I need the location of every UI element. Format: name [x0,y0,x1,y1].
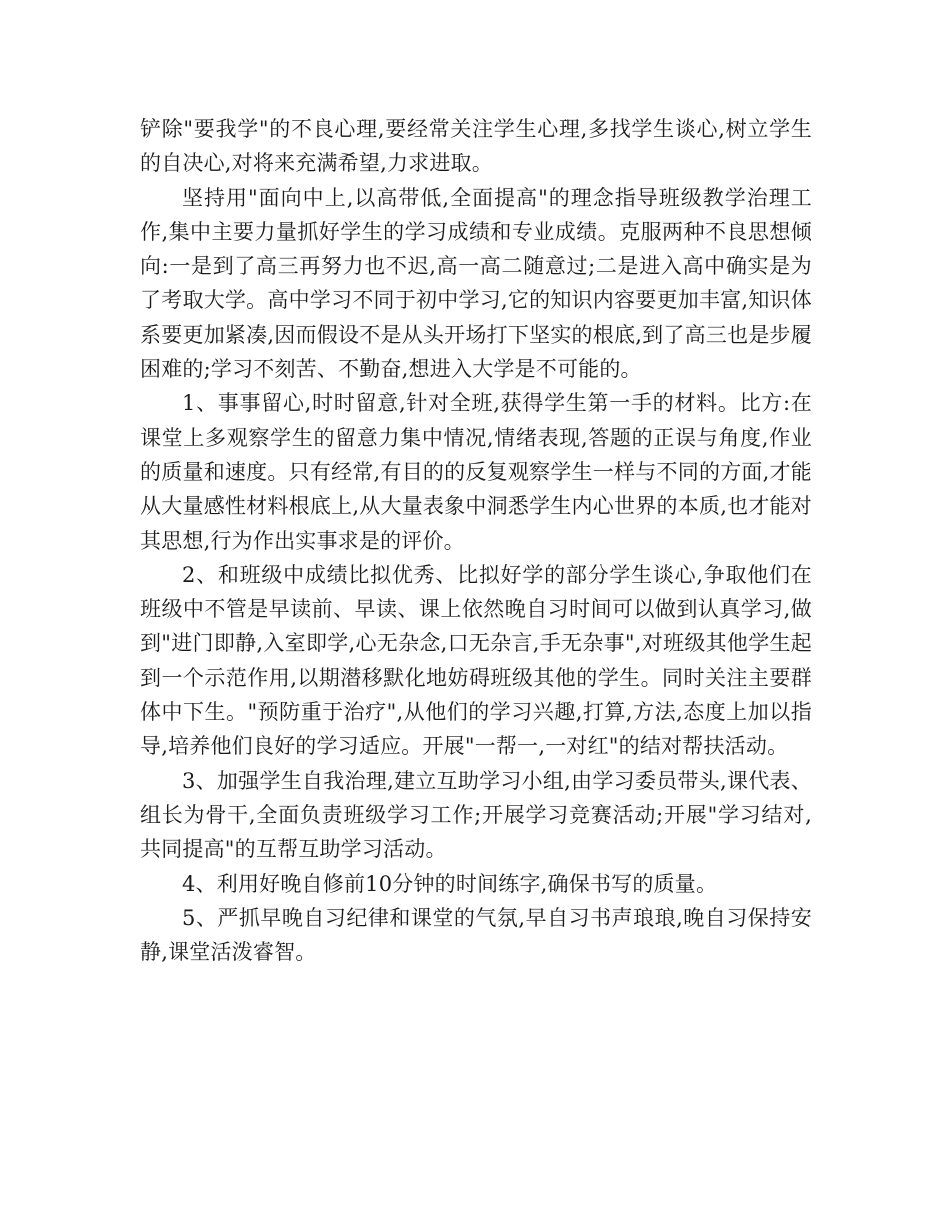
paragraph-item-5: 5、严抓早晚自习纪律和课堂的气氛,早自习书声琅琅,晚自习保持安静,课堂活泼睿智。 [140,905,812,965]
paragraph-item-1: 1、事事留心,时时留意,针对全班,获得学生第一手的材料。比方:在课堂上多观察学生的留意力集中情况,情绪表现,答题的正误与角度,作业的质量和速度。只有经常,有目的的反复观察学生一样与不同的方面,才能从大量感性材料根底上,从大量表象中洞悉学生内心世界的本质,也才能对其思想,行为作出实事求是的评价。 [140,391,812,553]
paragraph-item-4: 4、利用好晚自修前10分钟的时间练字,确保书写的质量。 [182,871,718,896]
paragraph-principle: 坚持用"面向中上,以高带低,全面提高"的理念指导班级教学治理工作,集中主要力量抓好学生的学习成绩和专业成绩。克服两种不良思想倾向:一是到了高三再努力也不迟,高一高二随意过;二是进入高中确实是为了考取大学。高中学习不同于初中学习,它的知识内容要更加丰富,知识体系要更加紧凑,因而假设不是从头开场打下坚实的根底,到了高三也是步履困难的;学习不刻苦、不勤奋,想进入大学是不可能的。 [140,185,812,382]
paragraph-continuation: 铲除"要我学"的不良心理,要经常关注学生心理,多找学生谈心,树立学生的自决心,对将来充满希望,力求进取。 [140,117,812,176]
paragraph-item-3: 3、加强学生自我治理,建立互助学习小组,由学习委员带头,课代表、组长为骨干,全面负责班级学习工作;开展学习竞赛活动;开展"学习结对,共同提高"的互帮互助学习活动。 [140,768,812,862]
paragraph-item-2: 2、和班级中成绩比拟优秀、比拟好学的部分学生谈心,争取他们在班级中不管是早读前、早读、课上依然晚自习时间可以做到认真学习,做到"进门即静,入室即学,心无杂念,口无杂言,手无杂事",对班级其他学生起到一个示范作用,以期潜移默化地妨碍班级其他的学生。同时关注主要群体中下生。"预防重于治疗",从他们的学习兴趣,打算,方法,态度上加以指导,培养他们良好的学习适应。开展"一帮一,一对红"的结对帮扶活动。 [140,562,812,759]
document-page [140,112,812,969]
